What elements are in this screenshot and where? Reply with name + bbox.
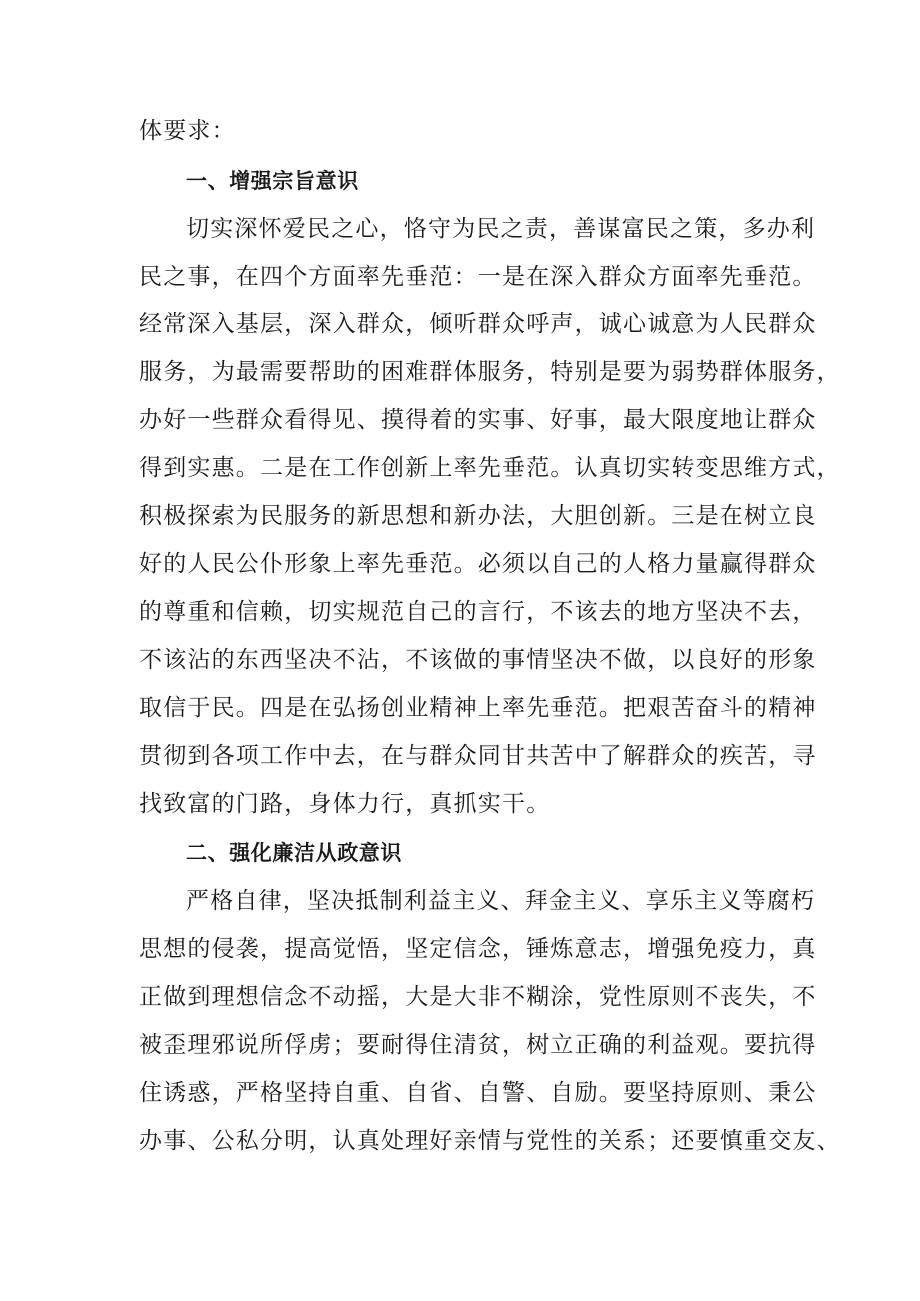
paragraph-line: 得到实惠。二是在工作创新上率先垂范。认真切实转变思维方式， [139, 455, 841, 481]
paragraph-line: 办好一些群众看得见、摸得着的实事、好事，最大限度地让群众 [139, 407, 817, 433]
paragraph-line: 的尊重和信赖，切实规范自己的言行，不该去的地方坚决不去， [139, 599, 817, 625]
paragraph-line: 切实深怀爱民之心，恪守为民之责，善谋富民之策，多办利 [186, 216, 816, 242]
paragraph-line: 服务，为最需要帮助的困难群体服务，特别是要为弱势群体服务， [139, 359, 841, 385]
paragraph-line: 取信于民。四是在弘扬创业精神上率先垂范。把艰苦奋斗的精神 [139, 695, 817, 721]
paragraph-line: 好的人民公仆形象上率先垂范。必须以自己的人格力量赢得群众 [139, 551, 817, 577]
paragraph-line: 找致富的门路，身体力行，真抓实干。 [139, 791, 551, 817]
paragraph-line: 民之事，在四个方面率先垂范：一是在深入群众方面率先垂范。 [139, 264, 817, 290]
paragraph-line: 积极探索为民服务的新思想和新办法，大胆创新。三是在树立良 [139, 503, 817, 529]
paragraph-line: 办事、公私分明，认真处理好亲情与党性的关系；还要慎重交友、 [139, 1128, 841, 1154]
paragraph-line: 被歪理邪说所俘虏；要耐得住清贫，树立正确的利益观。要抗得 [139, 1032, 817, 1058]
intro-line: 体要求： [139, 118, 236, 144]
paragraph-line: 思想的侵袭，提高觉悟，坚定信念，锤炼意志，增强免疫力，真 [139, 936, 817, 962]
paragraph-line: 住诱惑，严格坚持自重、自省、自警、自励。要坚持原则、秉公 [139, 1080, 817, 1106]
section-heading-1: 一、增强宗旨意识 [186, 169, 359, 193]
paragraph-line: 贯彻到各项工作中去，在与群众同甘共苦中了解群众的疾苦，寻 [139, 743, 817, 769]
paragraph-line: 正做到理想信念不动摇，大是大非不糊涂，党性原则不丧失，不 [139, 984, 817, 1010]
paragraph-line: 严格自律，坚决抵制利益主义、拜金主义、享乐主义等腐朽 [186, 888, 816, 914]
section-heading-2: 二、强化廉洁从政意识 [186, 841, 402, 865]
paragraph-line: 不该沾的东西坚决不沾，不该做的事情坚决不做，以良好的形象 [139, 647, 817, 673]
paragraph-line: 经常深入基层，深入群众，倾听群众呼声，诚心诚意为人民群众 [139, 311, 817, 337]
